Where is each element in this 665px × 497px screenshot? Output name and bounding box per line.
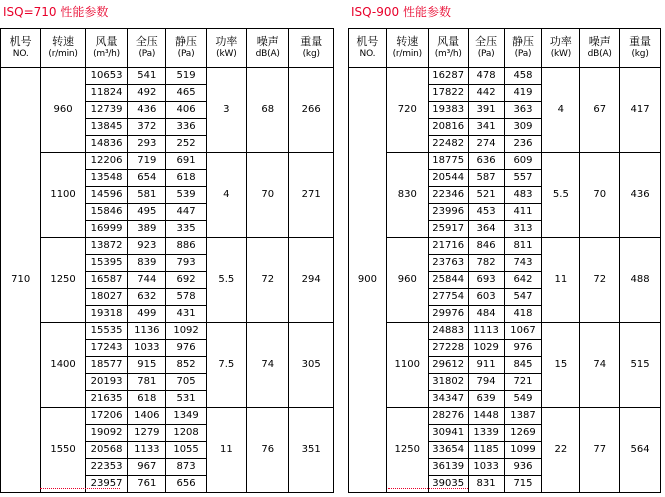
power-cell: 15 [542,323,580,408]
total-pressure-cell: 391 [468,102,504,119]
table-row [1,323,334,340]
weight-cell: 436 [620,153,661,238]
total-pressure-cell: 274 [468,136,504,153]
noise-cell: 74 [580,323,620,408]
noise-cell: 74 [247,323,289,408]
header-machine-no [349,29,387,68]
airflow-cell: 23996 [428,204,468,221]
total-pressure-cell: 1185 [468,442,504,459]
header-row [1,29,334,68]
header-static-pressure [504,29,542,68]
static-pressure-cell: 1067 [504,323,542,340]
speed-cell: 1250 [386,408,428,493]
airflow-cell: 20568 [85,442,127,459]
total-pressure-cell: 781 [128,374,166,391]
total-pressure-cell: 967 [128,459,166,476]
static-pressure-cell: 531 [166,391,206,408]
airflow-cell: 23957 [85,476,127,493]
table-row [349,153,661,170]
header-label: 重量 [300,35,323,48]
total-pressure-cell: 1339 [468,425,504,442]
total-pressure-cell: 915 [128,357,166,374]
weight-cell: 271 [289,153,334,238]
total-pressure-cell: 1113 [468,323,504,340]
static-pressure-cell: 936 [504,459,542,476]
airflow-cell: 16587 [85,272,127,289]
airflow-cell: 14596 [85,187,127,204]
static-pressure-cell: 458 [504,68,542,85]
total-pressure-cell: 1136 [128,323,166,340]
airflow-cell: 29612 [428,357,468,374]
airflow-cell: 15535 [85,323,127,340]
airflow-cell: 13872 [85,238,127,255]
speed-cell: 830 [386,153,428,238]
static-pressure-cell: 811 [504,238,542,255]
static-pressure-cell: 336 [166,119,206,136]
total-pressure-cell: 603 [468,289,504,306]
header-unit: (m³/h) [434,49,462,59]
airflow-cell: 27228 [428,340,468,357]
header-static-pressure [166,29,206,68]
static-pressure-cell: 692 [166,272,206,289]
airflow-cell: 33654 [428,442,468,459]
cut-text-mark [40,488,120,497]
total-pressure-cell: 581 [128,187,166,204]
total-pressure-cell: 293 [128,136,166,153]
total-pressure-cell: 1033 [128,340,166,357]
static-pressure-cell: 447 [166,204,206,221]
airflow-cell: 14836 [85,136,127,153]
noise-cell: 72 [247,238,289,323]
static-pressure-cell: 252 [166,136,206,153]
static-pressure-cell: 852 [166,357,206,374]
header-unit: dB(A) [587,49,612,59]
header-unit: (kg) [302,49,320,59]
airflow-cell: 18775 [428,153,468,170]
total-pressure-cell: 719 [128,153,166,170]
header-airflow [428,29,468,68]
header-unit: NO. [359,49,376,59]
total-pressure-cell: 744 [128,272,166,289]
airflow-cell: 20816 [428,119,468,136]
static-pressure-cell: 886 [166,238,206,255]
noise-cell: 70 [580,153,620,238]
noise-cell: 76 [247,408,289,493]
airflow-cell: 19092 [85,425,127,442]
airflow-cell: 24883 [428,323,468,340]
table-row [1,68,334,85]
airflow-cell: 13548 [85,170,127,187]
weight-cell: 351 [289,408,334,493]
airflow-cell: 39035 [428,476,468,493]
airflow-cell: 25917 [428,221,468,238]
header-label: 静压 [175,35,198,48]
static-pressure-cell: 715 [504,476,542,493]
airflow-cell: 10653 [85,68,127,85]
static-pressure-cell: 705 [166,374,206,391]
header-unit: (m³/h) [93,49,120,59]
static-pressure-cell: 1387 [504,408,542,425]
header-unit: dB(A) [255,49,280,59]
header-label: 风量 [437,35,460,48]
table-title: ISQ=710 性能参数 [3,5,109,19]
header-unit: (Pa) [177,49,195,59]
static-pressure-cell: 845 [504,357,542,374]
static-pressure-cell: 335 [166,221,206,238]
table-row [349,408,661,425]
header-label: 机号 [9,35,32,48]
header-label: 机号 [356,35,379,48]
speed-cell: 1100 [41,153,86,238]
header-label: 功率 [215,35,238,48]
static-pressure-cell: 418 [504,306,542,323]
total-pressure-cell: 484 [468,306,504,323]
static-pressure-cell: 656 [166,476,206,493]
header-label: 风量 [95,35,118,48]
airflow-cell: 19318 [85,306,127,323]
noise-cell: 70 [247,153,289,238]
header-noise [247,29,289,68]
airflow-cell: 18027 [85,289,127,306]
static-pressure-cell: 743 [504,255,542,272]
airflow-cell: 18577 [85,357,127,374]
power-cell: 5.5 [206,238,246,323]
header-unit: (kW) [216,49,237,59]
static-pressure-cell: 557 [504,170,542,187]
static-pressure-cell: 483 [504,187,542,204]
static-pressure-cell: 1208 [166,425,206,442]
total-pressure-cell: 911 [468,357,504,374]
static-pressure-cell: 431 [166,306,206,323]
speed-cell: 1100 [386,323,428,408]
static-pressure-cell: 691 [166,153,206,170]
power-cell: 4 [206,153,246,238]
speed-cell: 720 [386,68,428,153]
power-cell: 11 [206,408,246,493]
airflow-cell: 16999 [85,221,127,238]
airflow-cell: 36139 [428,459,468,476]
header-total-pressure [468,29,504,68]
cut-text-mark [388,488,468,497]
header-unit: (kg) [631,49,649,59]
total-pressure-cell: 436 [128,102,166,119]
total-pressure-cell: 341 [468,119,504,136]
airflow-cell: 15395 [85,255,127,272]
total-pressure-cell: 831 [468,476,504,493]
header-airflow [85,29,127,68]
power-cell: 11 [542,238,580,323]
static-pressure-cell: 309 [504,119,542,136]
total-pressure-cell: 1448 [468,408,504,425]
speed-cell: 960 [386,238,428,323]
header-label: 全压 [135,35,158,48]
static-pressure-cell: 411 [504,204,542,221]
table-row [1,408,334,425]
static-pressure-cell: 1055 [166,442,206,459]
total-pressure-cell: 442 [468,85,504,102]
speed-cell: 1550 [41,408,86,493]
header-label: 转速 [396,35,419,48]
static-pressure-cell: 363 [504,102,542,119]
airflow-cell: 11824 [85,85,127,102]
table-row [349,323,661,340]
static-pressure-cell: 1092 [166,323,206,340]
airflow-cell: 17243 [85,340,127,357]
static-pressure-cell: 976 [166,340,206,357]
total-pressure-cell: 453 [468,204,504,221]
airflow-cell: 31802 [428,374,468,391]
total-pressure-cell: 618 [128,391,166,408]
header-speed [41,29,86,68]
total-pressure-cell: 541 [128,68,166,85]
static-pressure-cell: 313 [504,221,542,238]
header-label: 功率 [549,35,572,48]
header-power [542,29,580,68]
header-unit: (kW) [550,49,572,59]
weight-cell: 417 [620,68,661,153]
airflow-cell: 17822 [428,85,468,102]
weight-cell: 515 [620,323,661,408]
static-pressure-cell: 419 [504,85,542,102]
static-pressure-cell: 721 [504,374,542,391]
static-pressure-cell: 793 [166,255,206,272]
header-unit: (r/min) [392,49,422,59]
static-pressure-cell: 1269 [504,425,542,442]
power-cell: 5.5 [542,153,580,238]
header-speed [386,29,428,68]
header-label: 噪声 [588,35,611,48]
total-pressure-cell: 923 [128,238,166,255]
total-pressure-cell: 372 [128,119,166,136]
table-title: ISQ-900 性能参数 [351,5,451,19]
airflow-cell: 20193 [85,374,127,391]
static-pressure-cell: 609 [504,153,542,170]
total-pressure-cell: 1279 [128,425,166,442]
spec-table-710 [0,28,334,493]
weight-cell: 305 [289,323,334,408]
airflow-cell: 21716 [428,238,468,255]
static-pressure-cell: 642 [504,272,542,289]
airflow-cell: 34347 [428,391,468,408]
total-pressure-cell: 389 [128,221,166,238]
weight-cell: 488 [620,238,661,323]
table-row [349,238,661,255]
airflow-cell: 12206 [85,153,127,170]
total-pressure-cell: 499 [128,306,166,323]
total-pressure-cell: 693 [468,272,504,289]
airflow-cell: 28276 [428,408,468,425]
header-label: 噪声 [256,35,279,48]
total-pressure-cell: 1033 [468,459,504,476]
power-cell: 7.5 [206,323,246,408]
weight-cell: 294 [289,238,334,323]
header-label: 全压 [475,35,498,48]
spec-table-900 [348,28,661,493]
airflow-cell: 17206 [85,408,127,425]
header-row [349,29,661,68]
total-pressure-cell: 521 [468,187,504,204]
table-row [1,238,334,255]
airflow-cell: 21635 [85,391,127,408]
noise-cell: 77 [580,408,620,493]
total-pressure-cell: 587 [468,170,504,187]
static-pressure-cell: 465 [166,85,206,102]
static-pressure-cell: 406 [166,102,206,119]
table-row [349,68,661,85]
total-pressure-cell: 639 [468,391,504,408]
airflow-cell: 22482 [428,136,468,153]
airflow-cell: 23763 [428,255,468,272]
total-pressure-cell: 1133 [128,442,166,459]
power-cell: 22 [542,408,580,493]
header-machine-no [1,29,41,68]
power-cell: 3 [206,68,246,153]
header-power [206,29,246,68]
header-unit: NO. [12,49,29,59]
header-weight [620,29,661,68]
static-pressure-cell: 618 [166,170,206,187]
static-pressure-cell: 976 [504,340,542,357]
total-pressure-cell: 839 [128,255,166,272]
total-pressure-cell: 636 [468,153,504,170]
header-label: 重量 [629,35,652,48]
total-pressure-cell: 654 [128,170,166,187]
airflow-cell: 30941 [428,425,468,442]
airflow-cell: 19383 [428,102,468,119]
static-pressure-cell: 873 [166,459,206,476]
header-unit: (Pa) [477,49,495,59]
header-unit: (Pa) [514,49,532,59]
weight-cell: 266 [289,68,334,153]
speed-cell: 1400 [41,323,86,408]
total-pressure-cell: 794 [468,374,504,391]
static-pressure-cell: 236 [504,136,542,153]
total-pressure-cell: 1029 [468,340,504,357]
speed-cell: 960 [41,68,86,153]
airflow-cell: 27754 [428,289,468,306]
header-unit: (Pa) [138,49,156,59]
static-pressure-cell: 519 [166,68,206,85]
total-pressure-cell: 364 [468,221,504,238]
machine-no-cell: 710 [1,68,41,493]
static-pressure-cell: 1099 [504,442,542,459]
airflow-cell: 13845 [85,119,127,136]
total-pressure-cell: 492 [128,85,166,102]
static-pressure-cell: 539 [166,187,206,204]
airflow-cell: 22353 [85,459,127,476]
machine-no-cell: 900 [349,68,387,493]
total-pressure-cell: 782 [468,255,504,272]
total-pressure-cell: 1406 [128,408,166,425]
total-pressure-cell: 478 [468,68,504,85]
airflow-cell: 20544 [428,170,468,187]
static-pressure-cell: 1349 [166,408,206,425]
header-total-pressure [128,29,166,68]
airflow-cell: 16287 [428,68,468,85]
header-label: 静压 [511,35,534,48]
header-label: 转速 [52,35,75,48]
table-row [1,153,334,170]
header-weight [289,29,334,68]
airflow-cell: 22346 [428,187,468,204]
total-pressure-cell: 495 [128,204,166,221]
header-noise [580,29,620,68]
noise-cell: 68 [247,68,289,153]
airflow-cell: 15846 [85,204,127,221]
total-pressure-cell: 761 [128,476,166,493]
static-pressure-cell: 578 [166,289,206,306]
airflow-cell: 12739 [85,102,127,119]
noise-cell: 72 [580,238,620,323]
power-cell: 4 [542,68,580,153]
header-unit: (r/min) [48,49,78,59]
static-pressure-cell: 549 [504,391,542,408]
static-pressure-cell: 547 [504,289,542,306]
airflow-cell: 29976 [428,306,468,323]
noise-cell: 67 [580,68,620,153]
total-pressure-cell: 632 [128,289,166,306]
weight-cell: 564 [620,408,661,493]
airflow-cell: 25844 [428,272,468,289]
total-pressure-cell: 846 [468,238,504,255]
speed-cell: 1250 [41,238,86,323]
